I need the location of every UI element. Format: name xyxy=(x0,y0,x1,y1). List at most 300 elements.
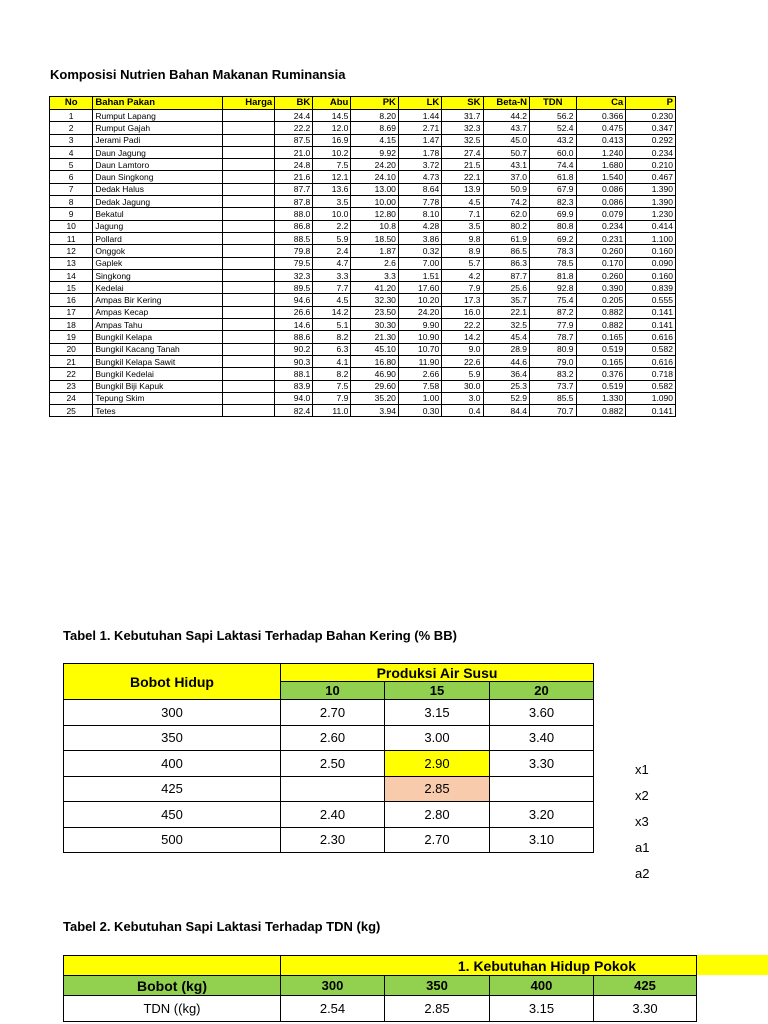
cell-bahan-pakan: Daun Singkong xyxy=(93,171,223,183)
cell-beta-n: 45.0 xyxy=(483,134,530,146)
cell-pk: 8.69 xyxy=(351,122,399,134)
tdn-empty-corner xyxy=(64,956,281,976)
cell-ca: 0.390 xyxy=(576,282,626,294)
cell-tdn: 43.2 xyxy=(530,134,577,146)
table-row xyxy=(50,331,676,343)
cell-no: 25 xyxy=(50,405,93,417)
table1-title: Tabel 1. Kebutuhan Sapi Laktasi Terhadap Bahan Kering (% BB) xyxy=(63,628,457,643)
cell-harga xyxy=(223,331,275,343)
cell-bahan-pakan: Daun Lamtoro xyxy=(93,159,223,171)
cell-bahan-pakan: Kedelai xyxy=(93,282,223,294)
cell-abu: 5.1 xyxy=(313,319,351,331)
table2-title: Tabel 2. Kebutuhan Sapi Laktasi Terhadap TDN (kg) xyxy=(63,919,381,934)
cell-beta-n: 50.7 xyxy=(483,146,530,158)
cell-beta-n: 86.5 xyxy=(483,245,530,257)
cell-ca: 0.234 xyxy=(576,220,626,232)
milk-col-10: 10 xyxy=(281,682,385,700)
cell-tdn: 80.8 xyxy=(530,220,577,232)
cell-lk: 4.28 xyxy=(398,220,441,232)
cell-p: 0.839 xyxy=(626,282,676,294)
cell-sk: 30.0 xyxy=(442,380,483,392)
tdn-col-425: 425 xyxy=(594,976,697,996)
tdn-row-label: TDN ((kg) xyxy=(64,996,281,1022)
cell-sk: 0.4 xyxy=(442,405,483,417)
cell-ca: 0.165 xyxy=(576,331,626,343)
table-row xyxy=(50,257,676,269)
dry-matter-cell xyxy=(281,776,385,802)
bobot-kg-header: Bobot (kg) xyxy=(64,976,281,996)
cell-abu: 12.1 xyxy=(313,171,351,183)
cell-tdn: 56.2 xyxy=(530,110,577,122)
cell-no: 16 xyxy=(50,294,93,306)
side-label-a2: a2 xyxy=(635,866,650,881)
table-row xyxy=(50,159,676,171)
cell-p: 0.210 xyxy=(626,159,676,171)
cell-bk: 88.6 xyxy=(275,331,313,343)
cell-abu: 7.7 xyxy=(313,282,351,294)
cell-sk: 9.8 xyxy=(442,232,483,244)
col-header-sk: SK xyxy=(442,97,483,110)
cell-no: 2 xyxy=(50,122,93,134)
cell-p: 1.390 xyxy=(626,183,676,195)
cell-bk: 87.5 xyxy=(275,134,313,146)
col-header-pk: PK xyxy=(351,97,399,110)
cell-pk: 45.10 xyxy=(351,343,399,355)
tdn-col-350: 350 xyxy=(385,976,490,996)
cell-no: 10 xyxy=(50,220,93,232)
dry-matter-cell: 2.40 xyxy=(281,802,385,828)
tdn-table xyxy=(63,955,697,1022)
col-header-beta-n: Beta-N xyxy=(483,97,530,110)
cell-pk: 21.30 xyxy=(351,331,399,343)
cell-ca: 0.882 xyxy=(576,306,626,318)
side-label-x2: x2 xyxy=(635,788,649,803)
col-header-p: P xyxy=(626,97,676,110)
cell-tdn: 67.9 xyxy=(530,183,577,195)
tdn-value-350: 2.85 xyxy=(385,996,490,1022)
cell-sk: 7.9 xyxy=(442,282,483,294)
cell-lk: 3.72 xyxy=(398,159,441,171)
cell-pk: 35.20 xyxy=(351,392,399,404)
table-row xyxy=(50,380,676,392)
cell-p: 0.467 xyxy=(626,171,676,183)
cell-bahan-pakan: Bungkil Kedelai xyxy=(93,368,223,380)
cell-lk: 10.70 xyxy=(398,343,441,355)
cell-p: 1.390 xyxy=(626,196,676,208)
cell-bk: 79.8 xyxy=(275,245,313,257)
cell-pk: 16.80 xyxy=(351,355,399,367)
cell-harga xyxy=(223,269,275,281)
cell-tdn: 69.9 xyxy=(530,208,577,220)
cell-tdn: 80.9 xyxy=(530,343,577,355)
cell-no: 1 xyxy=(50,110,93,122)
cell-sk: 3.5 xyxy=(442,220,483,232)
cell-lk: 17.60 xyxy=(398,282,441,294)
bobot-hidup-header: Bobot Hidup xyxy=(64,664,281,700)
col-header-bk: BK xyxy=(275,97,313,110)
table-row xyxy=(64,776,594,802)
cell-abu: 7.5 xyxy=(313,380,351,392)
table-row xyxy=(50,405,676,417)
nutrient-composition-table xyxy=(49,96,676,417)
cell-lk: 8.10 xyxy=(398,208,441,220)
cell-ca: 1.330 xyxy=(576,392,626,404)
cell-p: 0.160 xyxy=(626,245,676,257)
cell-beta-n: 43.1 xyxy=(483,159,530,171)
cell-harga xyxy=(223,282,275,294)
col-header-ca: Ca xyxy=(576,97,626,110)
cell-abu: 4.7 xyxy=(313,257,351,269)
cell-sk: 4.5 xyxy=(442,196,483,208)
cell-beta-n: 52.9 xyxy=(483,392,530,404)
cell-ca: 0.376 xyxy=(576,368,626,380)
cell-ca: 0.519 xyxy=(576,380,626,392)
dry-matter-cell: 3.40 xyxy=(490,725,594,751)
cell-p: 0.141 xyxy=(626,319,676,331)
cell-beta-n: 86.3 xyxy=(483,257,530,269)
cell-beta-n: 74.2 xyxy=(483,196,530,208)
cell-ca: 0.260 xyxy=(576,245,626,257)
cell-lk: 7.58 xyxy=(398,380,441,392)
cell-p: 0.234 xyxy=(626,146,676,158)
cell-sk: 8.9 xyxy=(442,245,483,257)
cell-beta-n: 50.9 xyxy=(483,183,530,195)
cell-bahan-pakan: Rumput Lapang xyxy=(93,110,223,122)
cell-sk: 4.2 xyxy=(442,269,483,281)
cell-abu: 8.2 xyxy=(313,331,351,343)
cell-sk: 27.4 xyxy=(442,146,483,158)
cell-beta-n: 28.9 xyxy=(483,343,530,355)
table-row xyxy=(50,392,676,404)
cell-no: 21 xyxy=(50,355,93,367)
cell-bk: 79.5 xyxy=(275,257,313,269)
cell-pk: 24.20 xyxy=(351,159,399,171)
table-row xyxy=(64,802,594,828)
cell-abu: 3.3 xyxy=(313,269,351,281)
cell-abu: 7.5 xyxy=(313,159,351,171)
cell-pk: 1.87 xyxy=(351,245,399,257)
cell-no: 11 xyxy=(50,232,93,244)
cell-beta-n: 61.9 xyxy=(483,232,530,244)
cell-p: 0.347 xyxy=(626,122,676,134)
milk-col-15: 15 xyxy=(385,682,490,700)
cell-p: 0.141 xyxy=(626,405,676,417)
cell-no: 19 xyxy=(50,331,93,343)
cell-bahan-pakan: Tepung Skim xyxy=(93,392,223,404)
milk-col-20: 20 xyxy=(490,682,594,700)
cell-sk: 17.3 xyxy=(442,294,483,306)
cell-p: 0.414 xyxy=(626,220,676,232)
cell-tdn: 52.4 xyxy=(530,122,577,134)
table-row xyxy=(50,319,676,331)
table-row xyxy=(50,171,676,183)
dry-matter-cell: 3.00 xyxy=(385,725,490,751)
cell-abu: 10.2 xyxy=(313,146,351,158)
cell-tdn: 81.8 xyxy=(530,269,577,281)
cell-beta-n: 36.4 xyxy=(483,368,530,380)
col-header-lk: LK xyxy=(398,97,441,110)
cell-pk: 41.20 xyxy=(351,282,399,294)
tdn-value-400: 3.15 xyxy=(490,996,594,1022)
cell-bahan-pakan: Pollard xyxy=(93,232,223,244)
cell-abu: 2.4 xyxy=(313,245,351,257)
dry-matter-table-body xyxy=(64,700,594,853)
cell-harga xyxy=(223,122,275,134)
cell-harga xyxy=(223,380,275,392)
cell-bahan-pakan: Bungkil Kacang Tanah xyxy=(93,343,223,355)
col-header-tdn: TDN xyxy=(530,97,577,110)
cell-tdn: 74.4 xyxy=(530,159,577,171)
cell-abu: 3.5 xyxy=(313,196,351,208)
cell-bk: 24.8 xyxy=(275,159,313,171)
dry-matter-cell: 2.30 xyxy=(281,827,385,853)
cell-lk: 1.00 xyxy=(398,392,441,404)
cell-no: 5 xyxy=(50,159,93,171)
cell-pk: 30.30 xyxy=(351,319,399,331)
cell-no: 24 xyxy=(50,392,93,404)
cell-ca: 0.231 xyxy=(576,232,626,244)
table-row xyxy=(50,183,676,195)
cell-p: 0.090 xyxy=(626,257,676,269)
cell-bk: 88.5 xyxy=(275,232,313,244)
cell-no: 14 xyxy=(50,269,93,281)
cell-pk: 46.90 xyxy=(351,368,399,380)
dry-matter-cell: 3.60 xyxy=(490,700,594,726)
tdn-value-425: 3.30 xyxy=(594,996,697,1022)
cell-bahan-pakan: Ampas Bir Kering xyxy=(93,294,223,306)
table-row xyxy=(50,282,676,294)
cell-sk: 7.1 xyxy=(442,208,483,220)
cell-p: 0.160 xyxy=(626,269,676,281)
cell-tdn: 70.7 xyxy=(530,405,577,417)
cell-tdn: 87.2 xyxy=(530,306,577,318)
cell-harga xyxy=(223,146,275,158)
cell-pk: 2.6 xyxy=(351,257,399,269)
cell-bahan-pakan: Jagung xyxy=(93,220,223,232)
cell-bk: 22.2 xyxy=(275,122,313,134)
tdn-col-400: 400 xyxy=(490,976,594,996)
bobot-hidup-cell: 500 xyxy=(64,827,281,853)
cell-lk: 4.73 xyxy=(398,171,441,183)
cell-beta-n: 44.2 xyxy=(483,110,530,122)
cell-abu: 10.0 xyxy=(313,208,351,220)
cell-no: 17 xyxy=(50,306,93,318)
cell-beta-n: 32.5 xyxy=(483,319,530,331)
dry-matter-cell: 2.90 xyxy=(385,751,490,777)
cell-harga xyxy=(223,171,275,183)
table-row xyxy=(50,146,676,158)
cell-sk: 5.9 xyxy=(442,368,483,380)
col-header-bahan-pakan: Bahan Pakan xyxy=(93,97,223,110)
cell-ca: 1.240 xyxy=(576,146,626,158)
cell-lk: 10.90 xyxy=(398,331,441,343)
cell-sk: 22.1 xyxy=(442,171,483,183)
cell-pk: 4.15 xyxy=(351,134,399,146)
cell-p: 0.582 xyxy=(626,380,676,392)
cell-ca: 0.413 xyxy=(576,134,626,146)
cell-harga xyxy=(223,134,275,146)
cell-lk: 9.90 xyxy=(398,319,441,331)
cell-beta-n: 44.6 xyxy=(483,355,530,367)
cell-ca: 1.680 xyxy=(576,159,626,171)
kebutuhan-hidup-pokok-header: 1. Kebutuhan Hidup Pokok xyxy=(281,956,697,976)
produksi-air-susu-header: Produksi Air Susu xyxy=(281,664,594,682)
cell-no: 4 xyxy=(50,146,93,158)
cell-no: 13 xyxy=(50,257,93,269)
cell-tdn: 60.0 xyxy=(530,146,577,158)
bobot-hidup-cell: 400 xyxy=(64,751,281,777)
cell-tdn: 83.2 xyxy=(530,368,577,380)
cell-abu: 2.2 xyxy=(313,220,351,232)
side-label-x3: x3 xyxy=(635,814,649,829)
cell-pk: 3.94 xyxy=(351,405,399,417)
cell-tdn: 78.7 xyxy=(530,331,577,343)
cell-p: 0.292 xyxy=(626,134,676,146)
cell-lk: 7.00 xyxy=(398,257,441,269)
bobot-hidup-cell: 300 xyxy=(64,700,281,726)
cell-abu: 8.2 xyxy=(313,368,351,380)
cell-pk: 9.92 xyxy=(351,146,399,158)
cell-no: 15 xyxy=(50,282,93,294)
cell-harga xyxy=(223,110,275,122)
cell-bk: 94.0 xyxy=(275,392,313,404)
cell-lk: 0.30 xyxy=(398,405,441,417)
cell-ca: 1.540 xyxy=(576,171,626,183)
cell-no: 12 xyxy=(50,245,93,257)
cell-sk: 22.2 xyxy=(442,319,483,331)
dry-matter-cell: 2.85 xyxy=(385,776,490,802)
table-row xyxy=(64,751,594,777)
cell-bk: 83.9 xyxy=(275,380,313,392)
cell-p: 0.616 xyxy=(626,331,676,343)
cell-abu: 14.5 xyxy=(313,110,351,122)
dry-matter-cell: 3.30 xyxy=(490,751,594,777)
cell-harga xyxy=(223,245,275,257)
cell-bk: 89.5 xyxy=(275,282,313,294)
cell-sk: 9.0 xyxy=(442,343,483,355)
table-row xyxy=(50,269,676,281)
cell-bahan-pakan: Rumput Gajah xyxy=(93,122,223,134)
cell-ca: 0.165 xyxy=(576,355,626,367)
cell-pk: 18.50 xyxy=(351,232,399,244)
cell-tdn: 61.8 xyxy=(530,171,577,183)
table-row xyxy=(50,294,676,306)
cell-bahan-pakan: Gaplek xyxy=(93,257,223,269)
cell-lk: 10.20 xyxy=(398,294,441,306)
cell-abu: 12.0 xyxy=(313,122,351,134)
cell-lk: 7.78 xyxy=(398,196,441,208)
cell-harga xyxy=(223,220,275,232)
cell-bk: 87.8 xyxy=(275,196,313,208)
dry-matter-cell: 2.70 xyxy=(281,700,385,726)
cell-bahan-pakan: Ampas Tahu xyxy=(93,319,223,331)
bobot-hidup-cell: 425 xyxy=(64,776,281,802)
cell-bahan-pakan: Bungkil Biji Kapuk xyxy=(93,380,223,392)
cell-lk: 0.32 xyxy=(398,245,441,257)
cell-pk: 12.80 xyxy=(351,208,399,220)
cell-lk: 24.20 xyxy=(398,306,441,318)
cell-bahan-pakan: Daun Jagung xyxy=(93,146,223,158)
cell-beta-n: 80.2 xyxy=(483,220,530,232)
cell-harga xyxy=(223,306,275,318)
cell-bk: 26.6 xyxy=(275,306,313,318)
cell-p: 0.718 xyxy=(626,368,676,380)
cell-bahan-pakan: Singkong xyxy=(93,269,223,281)
table-row xyxy=(64,700,594,726)
cell-no: 7 xyxy=(50,183,93,195)
cell-bk: 82.4 xyxy=(275,405,313,417)
cell-bk: 21.0 xyxy=(275,146,313,158)
cell-lk: 1.78 xyxy=(398,146,441,158)
col-header-harga: Harga xyxy=(223,97,275,110)
cell-tdn: 78.3 xyxy=(530,245,577,257)
cell-harga xyxy=(223,405,275,417)
cell-bk: 88.0 xyxy=(275,208,313,220)
bobot-hidup-cell: 350 xyxy=(64,725,281,751)
cell-bk: 94.6 xyxy=(275,294,313,306)
dry-matter-cell: 2.60 xyxy=(281,725,385,751)
dry-matter-cell: 2.80 xyxy=(385,802,490,828)
table-row xyxy=(50,355,676,367)
header-fill-extension xyxy=(696,955,768,975)
cell-ca: 0.205 xyxy=(576,294,626,306)
cell-abu: 14.2 xyxy=(313,306,351,318)
cell-p: 1.090 xyxy=(626,392,676,404)
cell-beta-n: 62.0 xyxy=(483,208,530,220)
cell-sk: 3.0 xyxy=(442,392,483,404)
cell-tdn: 73.7 xyxy=(530,380,577,392)
cell-pk: 10.00 xyxy=(351,196,399,208)
cell-tdn: 92.8 xyxy=(530,282,577,294)
dry-matter-cell xyxy=(490,776,594,802)
cell-bahan-pakan: Onggok xyxy=(93,245,223,257)
cell-abu: 7.9 xyxy=(313,392,351,404)
nutrient-table-body xyxy=(50,110,676,417)
cell-ca: 0.079 xyxy=(576,208,626,220)
cell-bahan-pakan: Jerami Padi xyxy=(93,134,223,146)
cell-bahan-pakan: Tetes xyxy=(93,405,223,417)
cell-sk: 21.5 xyxy=(442,159,483,171)
cell-ca: 0.882 xyxy=(576,319,626,331)
cell-no: 23 xyxy=(50,380,93,392)
cell-no: 8 xyxy=(50,196,93,208)
cell-sk: 5.7 xyxy=(442,257,483,269)
dry-matter-cell: 2.50 xyxy=(281,751,385,777)
cell-lk: 11.90 xyxy=(398,355,441,367)
cell-harga xyxy=(223,319,275,331)
cell-beta-n: 37.0 xyxy=(483,171,530,183)
cell-lk: 3.86 xyxy=(398,232,441,244)
tdn-value-300: 2.54 xyxy=(281,996,385,1022)
cell-beta-n: 87.7 xyxy=(483,269,530,281)
cell-bk: 24.4 xyxy=(275,110,313,122)
cell-tdn: 75.4 xyxy=(530,294,577,306)
dry-matter-cell: 3.10 xyxy=(490,827,594,853)
cell-beta-n: 22.1 xyxy=(483,306,530,318)
cell-abu: 13.6 xyxy=(313,183,351,195)
cell-bahan-pakan: Ampas Kecap xyxy=(93,306,223,318)
cell-lk: 2.66 xyxy=(398,368,441,380)
cell-no: 6 xyxy=(50,171,93,183)
cell-harga xyxy=(223,355,275,367)
dry-matter-table xyxy=(63,663,594,853)
cell-no: 20 xyxy=(50,343,93,355)
cell-ca: 0.882 xyxy=(576,405,626,417)
cell-ca: 0.475 xyxy=(576,122,626,134)
cell-ca: 0.086 xyxy=(576,183,626,195)
cell-p: 0.582 xyxy=(626,343,676,355)
cell-sk: 13.9 xyxy=(442,183,483,195)
